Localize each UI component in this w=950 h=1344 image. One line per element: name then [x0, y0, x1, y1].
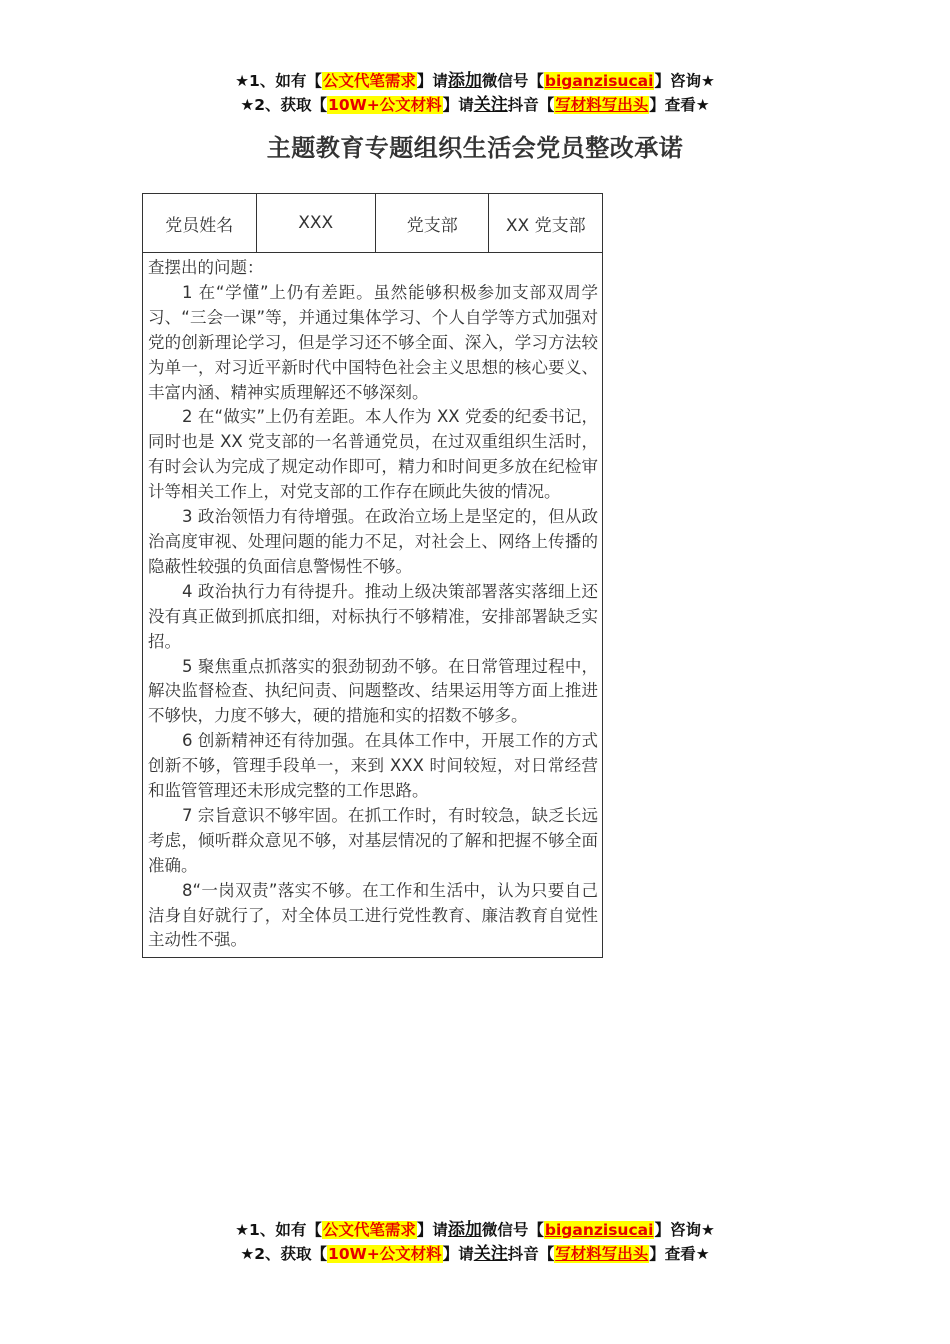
problems-label: 查摆出的问题： — [148, 258, 264, 277]
branch-label: 党支部 — [376, 194, 490, 252]
banner-text: ★1、如有【 — [235, 72, 322, 90]
problem-item: 8“一岗双责”落实不够。在工作和生活中，认为只要自己洁身自好就行了，对全体员工进行党性教育、廉洁教育自觉性主动性不强。 — [148, 880, 598, 950]
banner-text: ★2、获取【 — [240, 1245, 328, 1263]
banner-line-2 — [0, 1242, 950, 1266]
banner-emphasis: 添加 — [447, 71, 482, 91]
banner-text: 抖音【 — [507, 96, 555, 114]
banner-highlight: 10W+公文材料 — [328, 1245, 442, 1263]
banner-highlight: 10W+公文材料 — [328, 96, 442, 114]
problem-item: 7 宗旨意识不够牢固。在抓工作时，有时较急，缺乏长远考虑，倾听群众意见不够，对基层情况的了解和把握不够全面准确。 — [148, 805, 598, 875]
banner-text: 】请 — [416, 1221, 448, 1239]
banner-text: 】请 — [416, 72, 448, 90]
problem-item: 1 在“学懂”上仍有差距。虽然能够积极参加支部双周学习、“三会一课”等，并通过集体学习、个人自学等方式加强对党的创新理论学习，但是学习还不够全面、深入，学习方法较为单一，对习近平新时代中国特色社会主义思想的核心要义、丰富内涵、精神实质理解还不够深刻。 — [148, 282, 598, 402]
banner-highlight: 公文代笔需求 — [322, 1221, 416, 1239]
banner-highlight: 公文代笔需求 — [322, 72, 416, 90]
problems-cell — [143, 253, 602, 957]
bottom-banner — [0, 1218, 950, 1266]
banner-text: 】咨询★ — [654, 72, 715, 90]
banner-text: 】请 — [442, 1245, 474, 1263]
problem-item: 2 在“做实”上仍有差距。本人作为 XX 党委的纪委书记，同时也是 XX 党支部的一名普通党员，在过双重组织生活时，有时会认为完成了规定动作即可，精力和时间更多放在纪检审计等相关工作上，对党支部的工作存在顾此失彼的情况。 — [148, 407, 598, 502]
banner-text: 微信号【 — [481, 72, 544, 90]
problem-item: 6 创新精神还有待加强。在具体工作中，开展工作的方式创新不够，管理手段单一，来到 XXX 时间较短，对日常经营和监管管理还未形成完整的工作思路。 — [148, 731, 598, 801]
banner-text: ★2、获取【 — [240, 96, 328, 114]
branch-value: XX 党支部 — [505, 215, 586, 236]
banner-line-1 — [0, 1218, 950, 1242]
banner-line-1 — [0, 69, 950, 93]
top-banner — [0, 69, 950, 117]
banner-wechat-id: biganzisucai — [544, 1221, 654, 1239]
problem-item: 4 政治执行力有待提升。推动上级决策部署落实落细上还没有真正做到抓底扣细，对标执行不够精准，安排部署缺乏实招。 — [148, 581, 598, 651]
banner-douyin-id: 写材料写出头 — [555, 96, 649, 114]
banner-text: 】请 — [442, 96, 474, 114]
banner-emphasis: 关注 — [473, 1244, 508, 1264]
problem-item: 3 政治领悟力有待增强。在政治立场上是坚定的，但从政治高度审视、处理问题的能力不足，对社会上、网络上传播的隐蔽性较强的负面信息警惕性不够。 — [148, 507, 598, 576]
banner-emphasis: 关注 — [473, 95, 508, 115]
banner-emphasis: 添加 — [447, 1220, 482, 1240]
banner-text: 】咨询★ — [654, 1221, 715, 1239]
problem-item: 5 聚焦重点抓落实的狠劲韧劲不够。在日常管理过程中，解决监督检查、执纪问责、问题整改、结果运用等方面上推进不够快，力度不够大，硬的措施和实的招数不够多。 — [148, 656, 598, 726]
banner-text: ★1、如有【 — [235, 1221, 322, 1239]
document-title: 主题教育专题组织生活会党员整改承诺 — [266, 134, 684, 162]
commitment-table — [142, 193, 603, 958]
member-name-value: XXX — [257, 194, 376, 252]
banner-line-2 — [0, 93, 950, 117]
member-name-label: 党员姓名 — [143, 194, 257, 252]
banner-wechat-id: biganzisucai — [544, 72, 654, 90]
table-header-row — [143, 194, 602, 253]
banner-text: 抖音【 — [507, 1245, 555, 1263]
banner-douyin-id: 写材料写出头 — [555, 1245, 649, 1263]
banner-text: 】查看★ — [649, 1245, 710, 1263]
banner-text: 】查看★ — [649, 96, 710, 114]
banner-text: 微信号【 — [481, 1221, 544, 1239]
